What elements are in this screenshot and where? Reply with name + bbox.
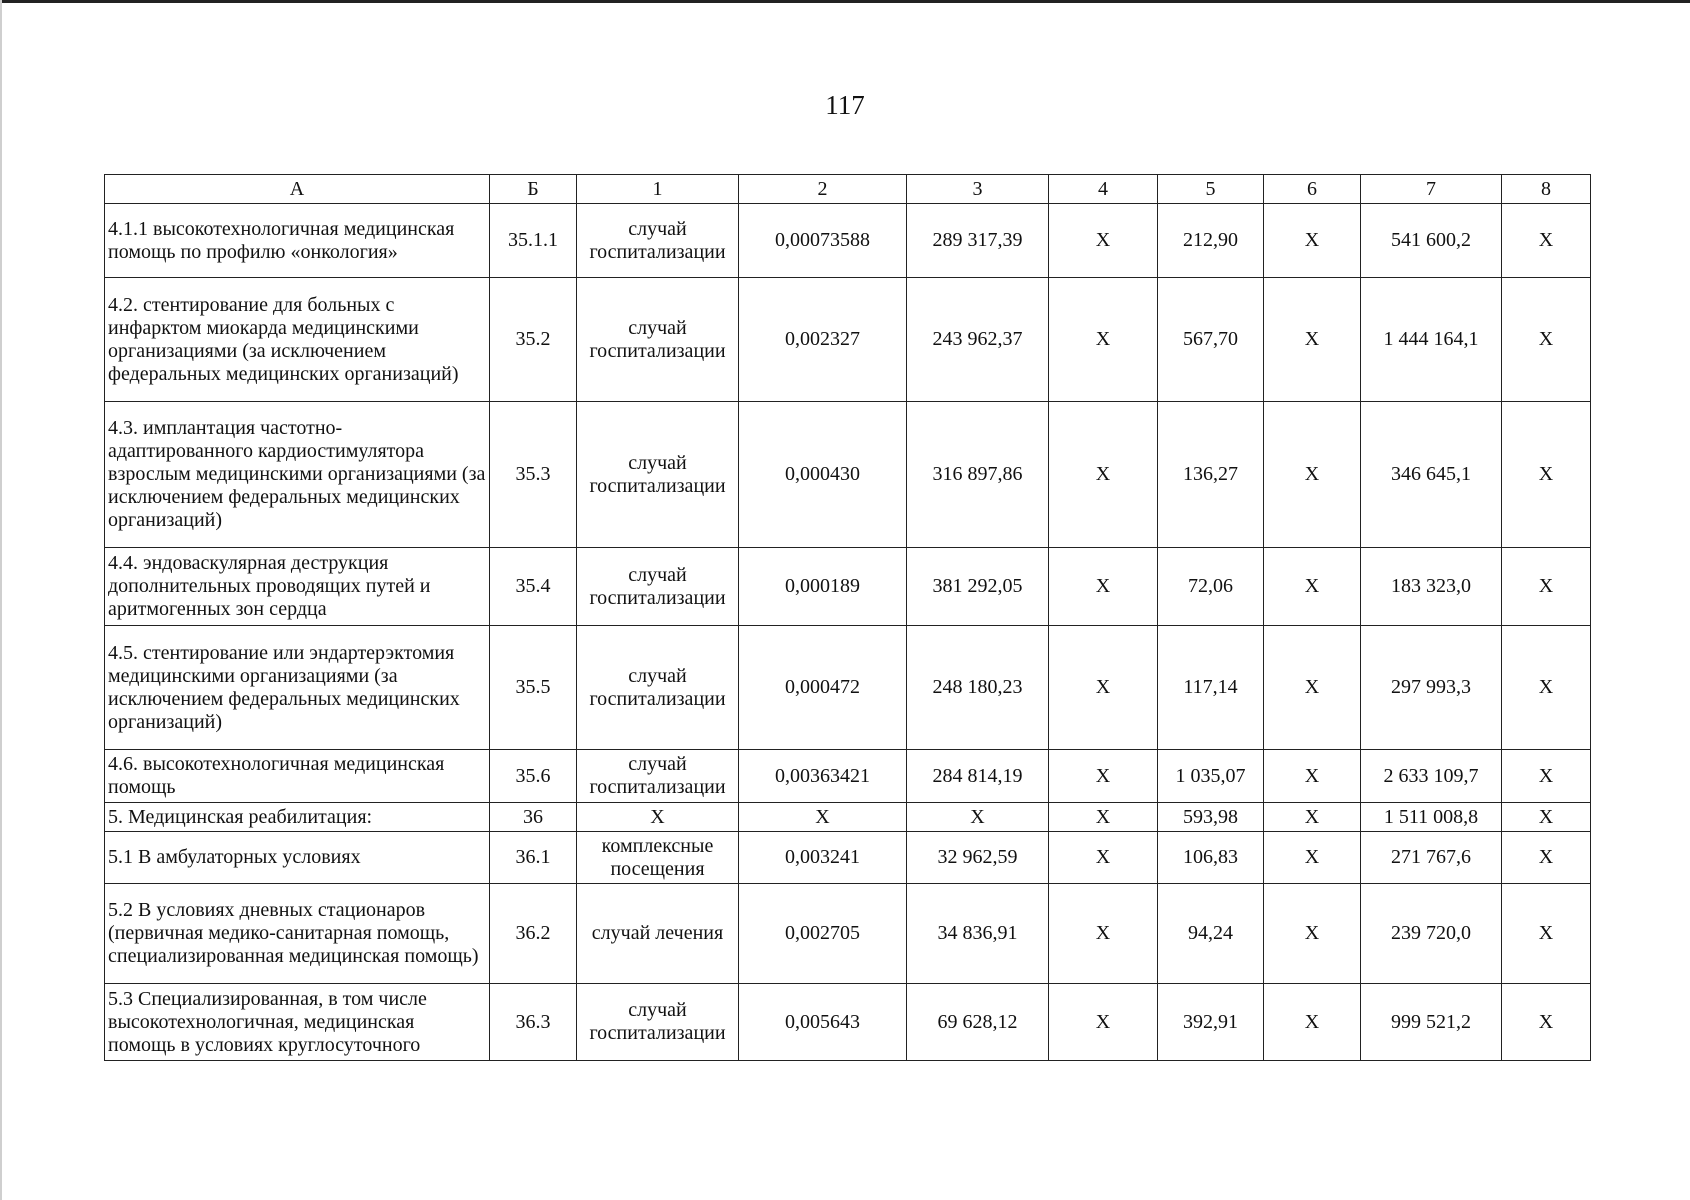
row-unit: случай госпитализации [577, 626, 739, 750]
row-col7: 346 645,1 [1361, 402, 1502, 548]
row-col8: Х [1502, 750, 1591, 803]
row-unit: случай госпитализации [577, 750, 739, 803]
row-col2: 0,00073588 [739, 204, 907, 278]
row-col3: 284 814,19 [907, 750, 1049, 803]
row-col2: 0,003241 [739, 832, 907, 884]
row-col4: Х [1049, 832, 1158, 884]
row-col8: Х [1502, 204, 1591, 278]
page-number: 117 [825, 90, 865, 120]
row-name: 4.2. стентирование для больных с инфарктом миокарда медицинскими организациями (за исключением федеральных медицинских организаций) [105, 278, 490, 402]
row-name: 5. Медицинская реабилитация: [105, 803, 490, 832]
header-row [105, 175, 1591, 204]
row-col7: 541 600,2 [1361, 204, 1502, 278]
row-col8: Х [1502, 402, 1591, 548]
row-name: 4.1.1 высокотехнологичная медицинская помощь по профилю «онкология» [105, 204, 490, 278]
row-unit: Х [577, 803, 739, 832]
table-row [105, 884, 1591, 984]
row-col2: 0,002705 [739, 884, 907, 984]
row-col5: 72,06 [1158, 548, 1264, 626]
row-col4: Х [1049, 750, 1158, 803]
row-code: 36 [490, 803, 577, 832]
row-col3: 69 628,12 [907, 984, 1049, 1061]
row-col7: 2 633 109,7 [1361, 750, 1502, 803]
row-col3: 381 292,05 [907, 548, 1049, 626]
row-code: 36.2 [490, 884, 577, 984]
row-col2: 0,000430 [739, 402, 907, 548]
row-col4: Х [1049, 626, 1158, 750]
row-col6: Х [1264, 803, 1361, 832]
scan-left-edge [0, 0, 2, 1200]
row-col5: 94,24 [1158, 884, 1264, 984]
row-unit: случай госпитализации [577, 548, 739, 626]
row-code: 36.1 [490, 832, 577, 884]
row-col3: 32 962,59 [907, 832, 1049, 884]
row-col8: Х [1502, 548, 1591, 626]
header-cell: 2 [739, 175, 907, 204]
row-code: 35.6 [490, 750, 577, 803]
header-cell: 5 [1158, 175, 1264, 204]
row-col5: 593,98 [1158, 803, 1264, 832]
row-col8: Х [1502, 984, 1591, 1061]
row-col5: 392,91 [1158, 984, 1264, 1061]
row-col8: Х [1502, 803, 1591, 832]
row-col2: Х [739, 803, 907, 832]
row-col4: Х [1049, 278, 1158, 402]
row-name: 4.4. эндоваскулярная деструкция дополнительных проводящих путей и аритмогенных зон сердца [105, 548, 490, 626]
row-col3: Х [907, 803, 1049, 832]
row-code: 35.5 [490, 626, 577, 750]
table-row [105, 803, 1591, 832]
row-col2: 0,002327 [739, 278, 907, 402]
row-code: 35.2 [490, 278, 577, 402]
row-col6: Х [1264, 548, 1361, 626]
row-col7: 1 511 008,8 [1361, 803, 1502, 832]
header-cell: 6 [1264, 175, 1361, 204]
row-col6: Х [1264, 626, 1361, 750]
row-code: 35.3 [490, 402, 577, 548]
row-col6: Х [1264, 278, 1361, 402]
row-unit: случай госпитализации [577, 204, 739, 278]
row-col2: 0,005643 [739, 984, 907, 1061]
header-cell: А [105, 175, 490, 204]
row-col3: 289 317,39 [907, 204, 1049, 278]
table-row [105, 626, 1591, 750]
row-col5: 117,14 [1158, 626, 1264, 750]
row-col4: Х [1049, 803, 1158, 832]
row-col6: Х [1264, 402, 1361, 548]
row-col6: Х [1264, 204, 1361, 278]
row-unit: случай лечения [577, 884, 739, 984]
row-col4: Х [1049, 884, 1158, 984]
row-col5: 136,27 [1158, 402, 1264, 548]
row-col8: Х [1502, 884, 1591, 984]
row-col2: 0,000189 [739, 548, 907, 626]
row-code: 36.3 [490, 984, 577, 1061]
row-col5: 1 035,07 [1158, 750, 1264, 803]
row-col3: 316 897,86 [907, 402, 1049, 548]
row-code: 35.1.1 [490, 204, 577, 278]
row-col8: Х [1502, 278, 1591, 402]
row-col4: Х [1049, 204, 1158, 278]
row-unit: комплексные посещения [577, 832, 739, 884]
row-col3: 34 836,91 [907, 884, 1049, 984]
row-col4: Х [1049, 402, 1158, 548]
row-col5: 212,90 [1158, 204, 1264, 278]
row-col8: Х [1502, 626, 1591, 750]
row-name: 4.6. высокотехнологичная медицинская помощь [105, 750, 490, 803]
row-name: 4.3. имплантация частотно-адаптированного кардиостимулятора взрослым медицинскими организациями (за исключением федеральных медицинских организаций) [105, 402, 490, 548]
header-cell: 4 [1049, 175, 1158, 204]
table-row [105, 204, 1591, 278]
data-table [104, 174, 1591, 1061]
header-cell: 3 [907, 175, 1049, 204]
row-name: 5.1 В амбулаторных условиях [105, 832, 490, 884]
row-col6: Х [1264, 884, 1361, 984]
row-col2: 0,000472 [739, 626, 907, 750]
row-col3: 248 180,23 [907, 626, 1049, 750]
row-col7: 239 720,0 [1361, 884, 1502, 984]
header-cell: Б [490, 175, 577, 204]
row-col6: Х [1264, 832, 1361, 884]
row-name: 5.3 Специализированная, в том числе высокотехнологичная, медицинская помощь в условиях круглосуточного [105, 984, 490, 1061]
table-row [105, 278, 1591, 402]
row-col7: 183 323,0 [1361, 548, 1502, 626]
row-col7: 999 521,2 [1361, 984, 1502, 1061]
row-name: 4.5. стентирование или эндартерэктомия медицинскими организациями (за исключением федеральных медицинских организаций) [105, 626, 490, 750]
table-row [105, 548, 1591, 626]
row-name: 5.2 В условиях дневных стационаров (первичная медико-санитарная помощь, специализированная медицинская помощь) [105, 884, 490, 984]
row-code: 35.4 [490, 548, 577, 626]
row-col7: 1 444 164,1 [1361, 278, 1502, 402]
table-row [105, 832, 1591, 884]
row-unit: случай госпитализации [577, 402, 739, 548]
header-cell: 1 [577, 175, 739, 204]
row-unit: случай госпитализации [577, 984, 739, 1061]
row-col5: 567,70 [1158, 278, 1264, 402]
row-col4: Х [1049, 984, 1158, 1061]
row-col6: Х [1264, 750, 1361, 803]
row-col4: Х [1049, 548, 1158, 626]
row-col5: 106,83 [1158, 832, 1264, 884]
scan-top-edge [0, 0, 1690, 3]
row-col8: Х [1502, 832, 1591, 884]
table-row [105, 402, 1591, 548]
table-row [105, 750, 1591, 803]
row-col7: 297 993,3 [1361, 626, 1502, 750]
header-cell: 8 [1502, 175, 1591, 204]
table-row [105, 984, 1591, 1061]
row-col7: 271 767,6 [1361, 832, 1502, 884]
row-col6: Х [1264, 984, 1361, 1061]
header-cell: 7 [1361, 175, 1502, 204]
row-col2: 0,00363421 [739, 750, 907, 803]
row-col3: 243 962,37 [907, 278, 1049, 402]
row-unit: случай госпитализации [577, 278, 739, 402]
